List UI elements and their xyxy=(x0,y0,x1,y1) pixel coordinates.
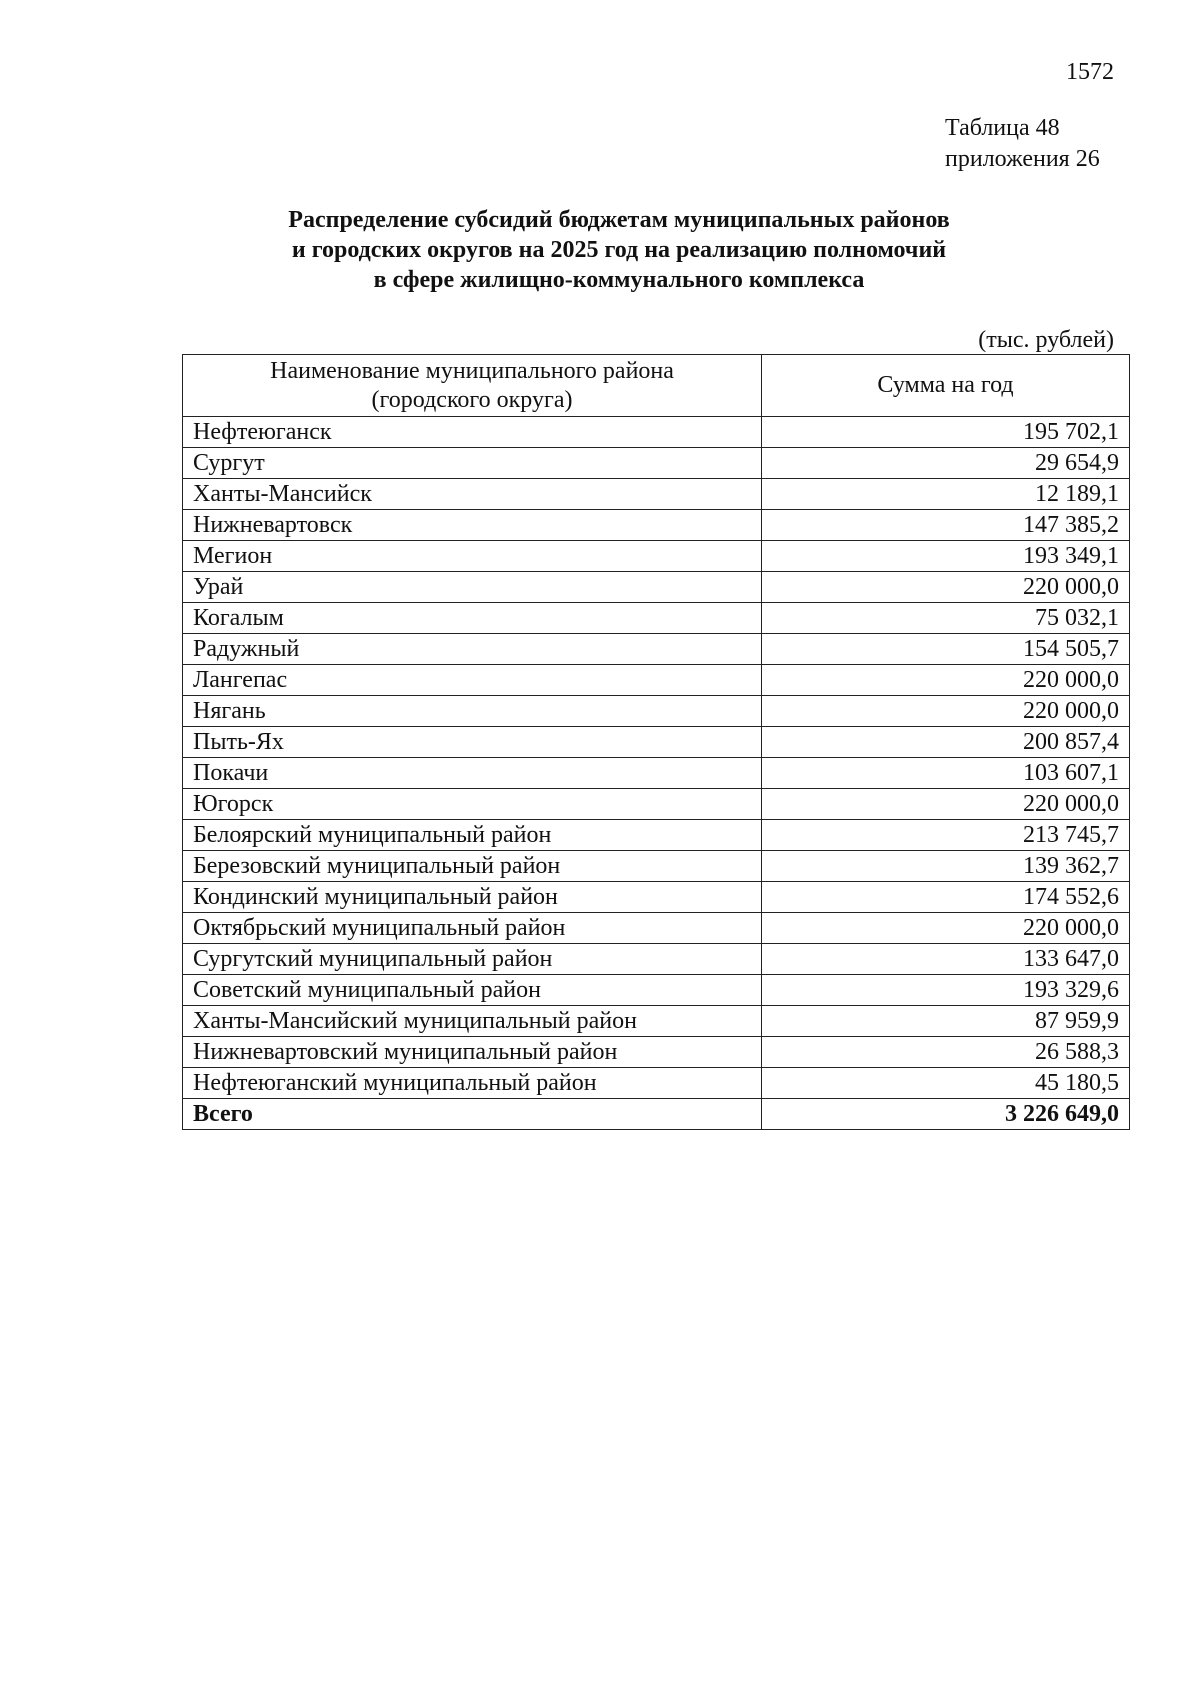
amount-cell: 26 588,3 xyxy=(762,1037,1130,1068)
table-row xyxy=(183,944,1130,975)
municipality-name-cell: Ханты-Мансийский муниципальный район xyxy=(183,1006,762,1037)
municipality-name-cell: Пыть-Ях xyxy=(183,727,762,758)
document-title-line-2: и городских округов на 2025 год на реализацию полномочий xyxy=(291,237,947,263)
column-header-name-line-1: Наименование муниципального района xyxy=(270,357,674,384)
table-row xyxy=(183,696,1130,727)
table-row xyxy=(183,448,1130,479)
amount-cell: 75 032,1 xyxy=(762,603,1130,634)
amount-cell: 220 000,0 xyxy=(762,696,1130,727)
municipality-name-cell: Сургутский муниципальный район xyxy=(183,944,762,975)
total-label-cell: Всего xyxy=(183,1099,762,1130)
municipality-name-cell: Когалым xyxy=(183,603,762,634)
municipality-name-cell: Нижневартовский муниципальный район xyxy=(183,1037,762,1068)
amount-cell: 87 959,9 xyxy=(762,1006,1130,1037)
municipality-name-cell: Нягань xyxy=(183,696,762,727)
amount-cell: 220 000,0 xyxy=(762,913,1130,944)
table-row xyxy=(183,789,1130,820)
municipality-name-cell: Лангепас xyxy=(183,665,762,696)
table-row xyxy=(183,572,1130,603)
column-header-name-line-2: (городского округа) xyxy=(371,386,573,413)
amount-cell: 193 329,6 xyxy=(762,975,1130,1006)
municipality-name-cell: Югорск xyxy=(183,789,762,820)
total-amount-cell: 3 226 649,0 xyxy=(762,1099,1130,1130)
table-row xyxy=(183,1037,1130,1068)
column-header-sum: Сумма на год xyxy=(762,355,1130,417)
column-header-name xyxy=(183,355,762,417)
table-row xyxy=(183,634,1130,665)
amount-cell: 139 362,7 xyxy=(762,851,1130,882)
document-title xyxy=(0,205,1200,295)
municipality-name-cell: Кондинский муниципальный район xyxy=(183,882,762,913)
page-number: 1572 xyxy=(1066,59,1114,85)
table-reference xyxy=(945,113,1100,175)
table-row xyxy=(183,603,1130,634)
municipality-name-cell: Покачи xyxy=(183,758,762,789)
municipality-name-cell: Березовский муниципальный район xyxy=(183,851,762,882)
table-row xyxy=(183,882,1130,913)
amount-cell: 174 552,6 xyxy=(762,882,1130,913)
document-title-line-3: в сфере жилищно-коммунального комплекса xyxy=(373,267,865,293)
total-row xyxy=(183,1099,1130,1130)
table-row xyxy=(183,510,1130,541)
amount-cell: 147 385,2 xyxy=(762,510,1130,541)
municipality-name-cell: Урай xyxy=(183,572,762,603)
table-header-row xyxy=(183,355,1130,417)
municipality-name-cell: Октябрьский муниципальный район xyxy=(183,913,762,944)
table-row xyxy=(183,758,1130,789)
document-title-line-1: Распределение субсидий бюджетам муниципальных районов xyxy=(288,207,950,233)
table-row xyxy=(183,975,1130,1006)
amount-cell: 12 189,1 xyxy=(762,479,1130,510)
table-row xyxy=(183,417,1130,448)
amount-cell: 154 505,7 xyxy=(762,634,1130,665)
municipality-name-cell: Нижневартовск xyxy=(183,510,762,541)
municipality-name-cell: Нефтеюганск xyxy=(183,417,762,448)
municipality-name-cell: Ханты-Мансийск xyxy=(183,479,762,510)
amount-cell: 213 745,7 xyxy=(762,820,1130,851)
table-row xyxy=(183,1006,1130,1037)
table-row xyxy=(183,727,1130,758)
municipality-name-cell: Радужный xyxy=(183,634,762,665)
table-row xyxy=(183,820,1130,851)
municipality-name-cell: Сургут xyxy=(183,448,762,479)
table-row xyxy=(183,1068,1130,1099)
table-row xyxy=(183,541,1130,572)
amount-cell: 29 654,9 xyxy=(762,448,1130,479)
amount-cell: 220 000,0 xyxy=(762,665,1130,696)
amount-cell: 45 180,5 xyxy=(762,1068,1130,1099)
table-row xyxy=(183,665,1130,696)
amount-cell: 193 349,1 xyxy=(762,541,1130,572)
municipality-name-cell: Мегион xyxy=(183,541,762,572)
municipality-name-cell: Белоярский муниципальный район xyxy=(183,820,762,851)
table-row xyxy=(183,851,1130,882)
municipality-name-cell: Советский муниципальный район xyxy=(183,975,762,1006)
municipality-name-cell: Нефтеюганский муниципальный район xyxy=(183,1068,762,1099)
table-row xyxy=(183,479,1130,510)
amount-cell: 200 857,4 xyxy=(762,727,1130,758)
subsidy-table xyxy=(182,354,1130,1130)
table-reference-line-2: приложения 26 xyxy=(945,146,1100,172)
amount-cell: 220 000,0 xyxy=(762,789,1130,820)
amount-cell: 103 607,1 xyxy=(762,758,1130,789)
amount-cell: 133 647,0 xyxy=(762,944,1130,975)
table-row xyxy=(183,913,1130,944)
table-body xyxy=(183,417,1130,1130)
amount-cell: 220 000,0 xyxy=(762,572,1130,603)
units-label: (тыс. рублей) xyxy=(978,327,1114,353)
table-reference-line-1: Таблица 48 xyxy=(945,115,1060,141)
amount-cell: 195 702,1 xyxy=(762,417,1130,448)
